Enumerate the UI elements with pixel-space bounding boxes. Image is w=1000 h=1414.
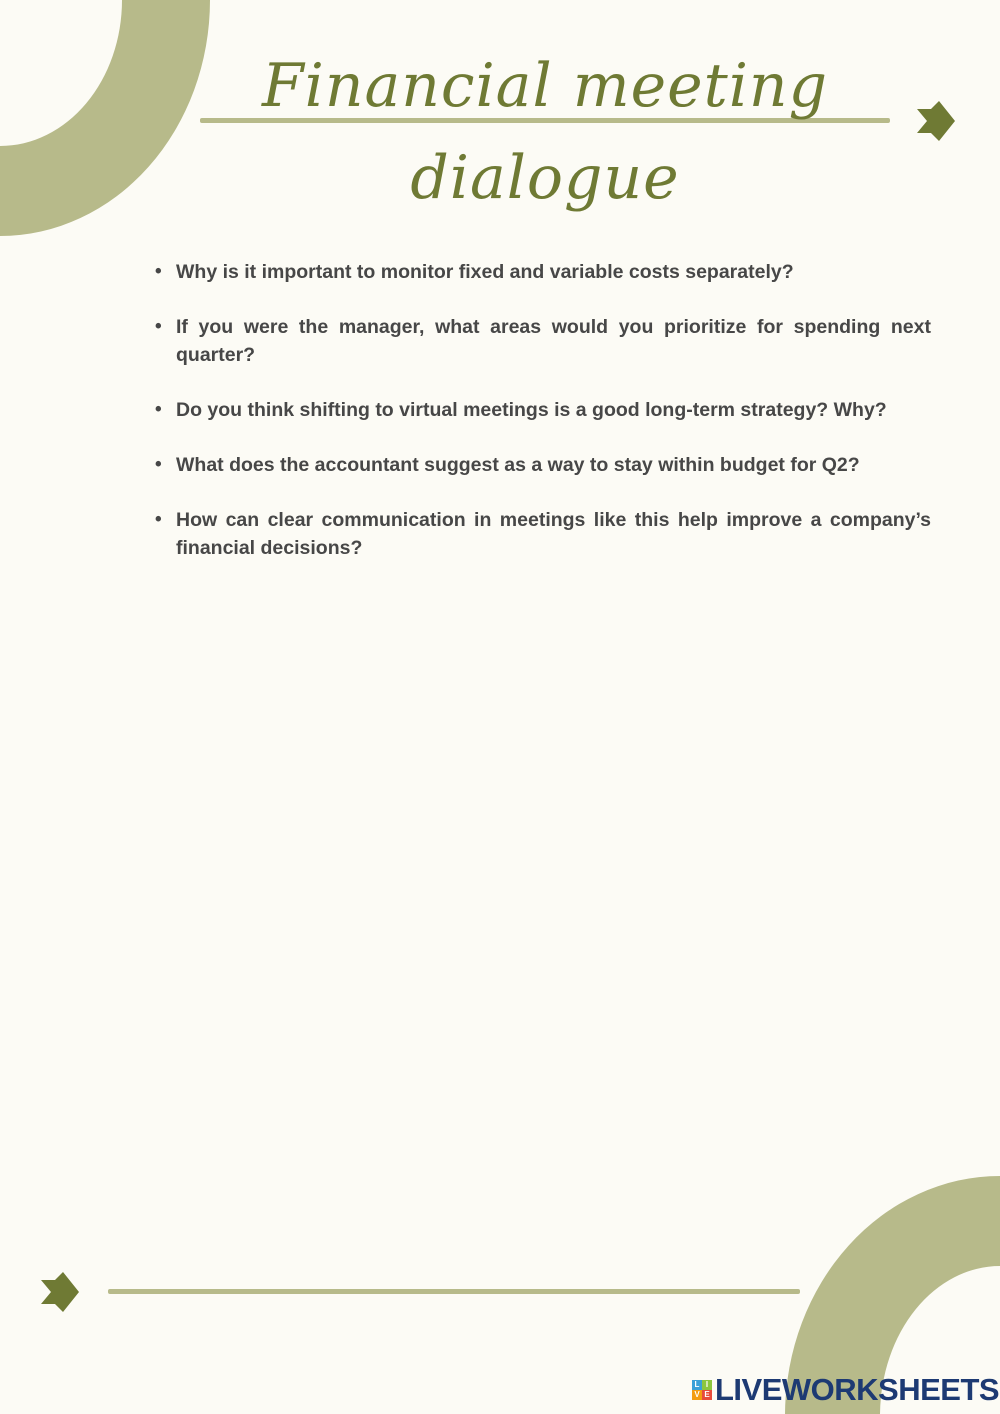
logo-mark-letter: E — [702, 1390, 712, 1400]
list-item — [155, 451, 931, 479]
list-item — [155, 258, 931, 286]
list-item — [155, 313, 931, 369]
logo-mark-letter: V — [692, 1390, 702, 1400]
arrow-right-icon — [39, 1272, 79, 1312]
logo-mark-letter: I — [702, 1380, 712, 1390]
title-line-1: Financial meeting — [262, 51, 828, 121]
arrow-right-icon — [915, 101, 955, 141]
question-text: How can clear communication in meetings like this help improve a company’s financial decisions? — [176, 509, 931, 559]
question-text: If you were the manager, what areas would you prioritize for spending next quarter? — [176, 316, 931, 366]
bullet: • — [155, 261, 162, 282]
top-left-ring-decoration — [0, 0, 212, 237]
bullet: • — [155, 454, 162, 475]
liveworksheets-logo — [692, 1372, 999, 1408]
logo-mark-letter: L — [692, 1380, 702, 1390]
title-line-2: dialogue — [410, 143, 680, 213]
bullet: • — [155, 316, 162, 337]
bullet: • — [155, 399, 162, 420]
page-title — [200, 40, 890, 224]
list-item — [155, 396, 931, 424]
logo-mark-icon — [692, 1380, 712, 1400]
question-list — [152, 258, 931, 589]
list-item — [155, 506, 931, 562]
bottom-divider — [108, 1289, 800, 1294]
question-text: Why is it important to monitor fixed and variable costs separately? — [176, 261, 794, 283]
logo-text: LIVEWORKSHEETS — [715, 1372, 1000, 1407]
question-text: Do you think shifting to virtual meetings is a good long-term strategy? Why? — [176, 399, 887, 421]
bullet: • — [155, 509, 162, 530]
question-text: What does the accountant suggest as a way to stay within budget for Q2? — [176, 454, 860, 476]
